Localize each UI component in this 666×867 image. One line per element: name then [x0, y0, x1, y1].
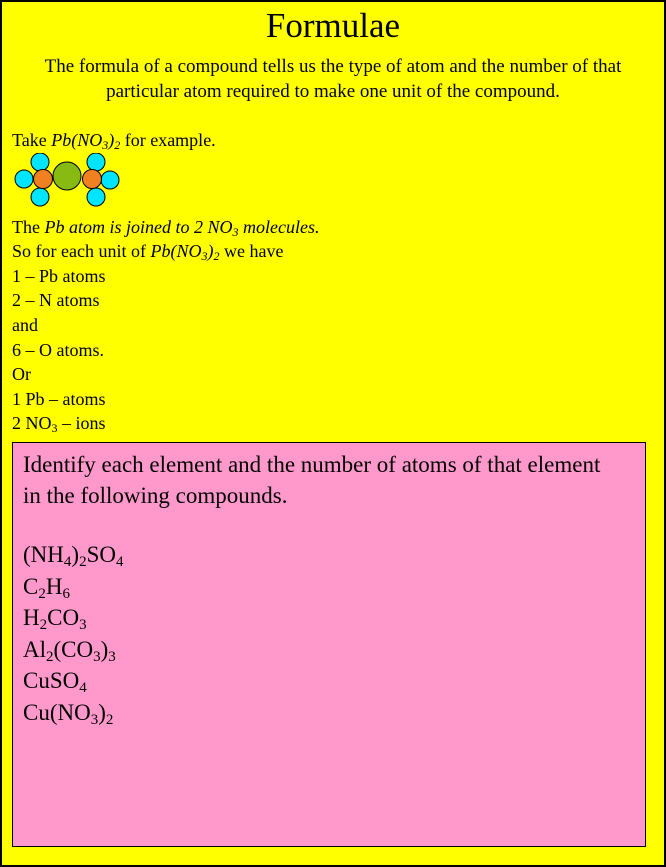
- nitrogen-atom: [34, 169, 53, 188]
- molecule-area: [12, 153, 612, 215]
- oxygen-atom: [31, 188, 49, 206]
- exercise-prompt: Identify each element and the number of atoms of that element in the following compounds.: [23, 452, 601, 508]
- exercise-box: [12, 442, 646, 847]
- compound-formula: CuSO$_4$: [23, 668, 87, 696]
- oxygen-atom: [87, 153, 105, 171]
- joined-line: The Pb atom is joined to 2 $NO_3$ molecules.: [12, 216, 320, 239]
- compound-formula: $H_2CO_3$: [23, 605, 87, 633]
- oxygen-atom: [31, 153, 49, 171]
- atom-line: 1 – Pb atoms: [12, 265, 106, 286]
- compound-formula: $Cu(NO_3)_2$: [23, 699, 114, 728]
- atom-line: 2 – N atoms: [12, 290, 100, 311]
- unit-line: So for each unit of $Pb(NO_3)_2$ we have: [12, 241, 284, 264]
- atom-line: 6 – O atoms.: [12, 339, 104, 360]
- nitrogen-atom: [83, 169, 102, 188]
- compound-formula: $C_2H_6$: [23, 573, 70, 602]
- compound-formula: $(NH_4)_2SO_4$: [23, 542, 124, 570]
- pb-no3-molecule-icon: [12, 153, 124, 211]
- atom-line: 1 Pb – atoms: [12, 388, 106, 409]
- oxygen-atom: [15, 170, 33, 188]
- atom-line: Or: [12, 364, 31, 385]
- oxygen-atom: [87, 188, 105, 206]
- compound-list: [23, 539, 123, 728]
- oxygen-atom: [101, 171, 119, 189]
- atom-line: and: [12, 314, 38, 335]
- take-example-line: Take $Pb(NO_3)_2$ for example.: [12, 130, 216, 152]
- compound-formula: $Al_2(CO_3)_3$: [23, 636, 116, 665]
- lead-atom: [53, 162, 81, 190]
- formula-pbno32: $Pb(NO_3)_2$: [51, 130, 121, 152]
- ion-line: 2 $NO_3$ – ions: [12, 413, 106, 436]
- example-section: [12, 128, 612, 436]
- intro-text: The formula of a compound tells us the type of atom and the number of that particular atom required to make one unit of the compound.: [44, 56, 622, 102]
- page-title: Formulae: [265, 6, 401, 45]
